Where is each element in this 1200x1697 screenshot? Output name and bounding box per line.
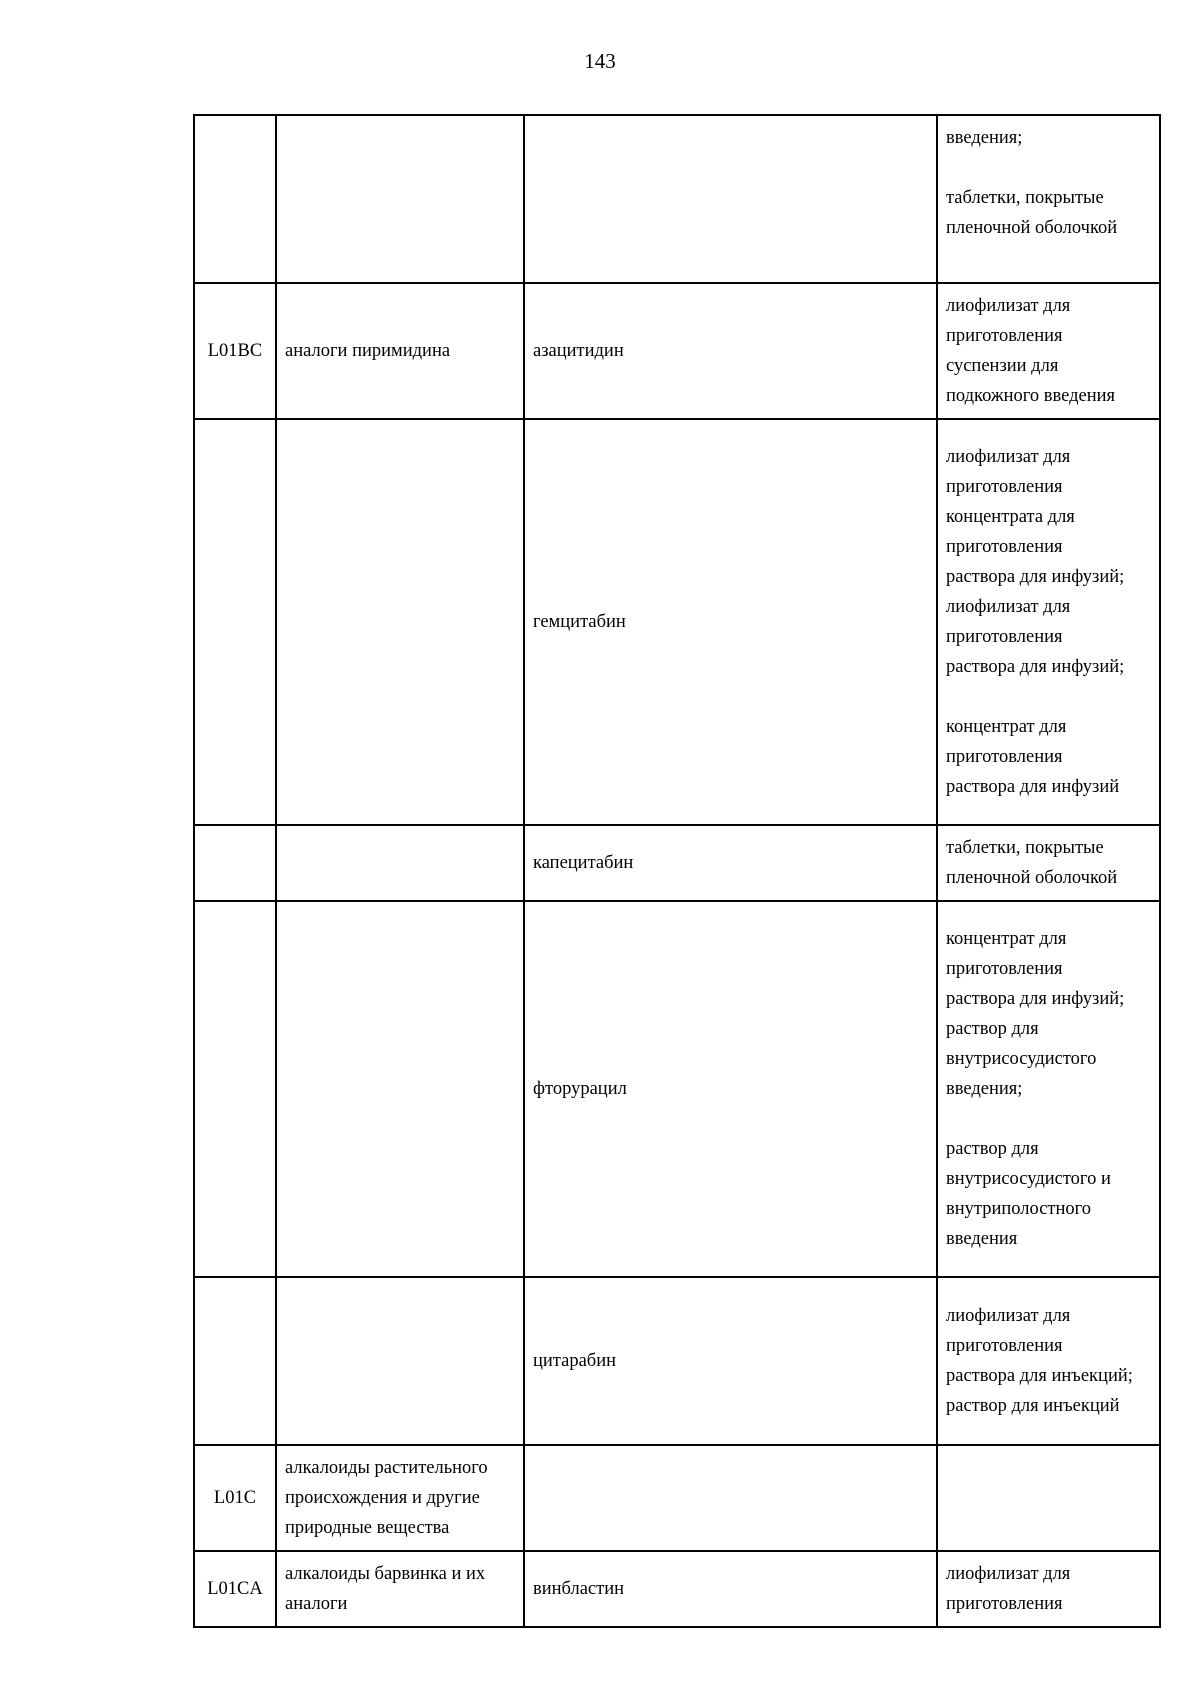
dosage-form-line: введения	[946, 1229, 1018, 1249]
dosage-form-line: лиофилизат для	[946, 1306, 1071, 1326]
dosage-form-line: приготовления	[946, 747, 1063, 767]
cell-group-name	[276, 1551, 524, 1627]
dosage-form-line: концентрат для	[946, 929, 1067, 949]
cell-drug-name: цитарабин	[524, 1277, 937, 1445]
group-name-line: аналоги пиримидина	[285, 341, 451, 361]
cell-atc-code	[194, 901, 276, 1277]
cell-atc-code: L01C	[194, 1445, 276, 1551]
table-row	[194, 115, 1160, 283]
dosage-form-line: приготовления	[946, 627, 1063, 647]
cell-drug-name: азацитидин	[524, 283, 937, 419]
dosage-form-paragraph	[946, 1134, 1151, 1254]
dosage-form-line: приготовления	[946, 1594, 1063, 1614]
dosage-form-line: таблетки, покрытые	[946, 838, 1104, 858]
table-row	[194, 901, 1160, 1277]
dosage-form-line: введения;	[946, 1079, 1023, 1099]
cell-drug-name: капецитабин	[524, 825, 937, 901]
dosage-form-line: лиофилизат для	[946, 1564, 1071, 1584]
cell-atc-code: L01CA	[194, 1551, 276, 1627]
dosage-form-line: приготовления	[946, 1336, 1063, 1356]
cell-group-name	[276, 283, 524, 419]
cell-atc-code	[194, 115, 276, 283]
dosage-form-line: внутрисосудистого и	[946, 1169, 1111, 1189]
table-row	[194, 1551, 1160, 1627]
dosage-form-line: внутрисосудистого	[946, 1049, 1097, 1069]
group-name-line: алкалоиды барвинка и их	[285, 1564, 486, 1584]
dosage-form-line: раствора для инъекций;	[946, 1366, 1133, 1386]
dosage-form-line: приготовления	[946, 959, 1063, 979]
cell-drug-name	[524, 115, 937, 283]
dosage-form-line: приготовления	[946, 477, 1063, 497]
dosage-form-line: концентрата для	[946, 507, 1075, 527]
cell-dosage-forms	[937, 1277, 1160, 1445]
cell-group-name	[276, 825, 524, 901]
cell-group-name	[276, 115, 524, 283]
table-row	[194, 825, 1160, 901]
dosage-form-line: раствора для инфузий;	[946, 567, 1125, 587]
cell-group-name	[276, 419, 524, 825]
dosage-form-line: раствор для инъекций	[946, 1396, 1120, 1416]
dosage-form-line: раствора для инфузий;	[946, 989, 1125, 1009]
cell-atc-code	[194, 1277, 276, 1445]
dosage-form-paragraph	[946, 123, 1151, 153]
dosage-form-line: таблетки, покрытые	[946, 188, 1104, 208]
dosage-form-line: суспензии для	[946, 356, 1059, 376]
table-row	[194, 1277, 1160, 1445]
dosage-form-line: внутриполостного	[946, 1199, 1092, 1219]
dosage-form-line: лиофилизат для	[946, 597, 1071, 617]
dosage-form-line: пленочной оболочкой	[946, 868, 1118, 888]
dosage-form-paragraph	[946, 291, 1151, 411]
dosage-form-line: приготовления	[946, 537, 1063, 557]
group-name-line: аналоги	[285, 1594, 348, 1614]
cell-atc-code	[194, 825, 276, 901]
dosage-form-paragraph	[946, 183, 1151, 243]
dosage-form-line: раствора для инфузий;	[946, 657, 1125, 677]
page-number: 143	[584, 49, 616, 73]
table-row	[194, 419, 1160, 825]
dosage-form-paragraph	[946, 833, 1151, 893]
cell-drug-name	[524, 1445, 937, 1551]
table-row	[194, 1445, 1160, 1551]
dosage-form-paragraph	[946, 924, 1151, 1104]
cell-atc-code	[194, 419, 276, 825]
group-name-line: природные вещества	[285, 1518, 450, 1538]
drug-table	[193, 114, 1161, 1628]
dosage-form-paragraph	[946, 712, 1151, 802]
cell-dosage-forms	[937, 419, 1160, 825]
dosage-form-paragraph	[946, 442, 1151, 682]
cell-atc-code: L01BC	[194, 283, 276, 419]
cell-dosage-forms	[937, 1445, 1160, 1551]
group-name-line: происхождения и другие	[285, 1488, 480, 1508]
dosage-form-line: раствор для	[946, 1019, 1039, 1039]
table-body	[194, 115, 1160, 1627]
dosage-form-line: приготовления	[946, 326, 1063, 346]
group-name-line: алкалоиды растительного	[285, 1458, 488, 1478]
dosage-form-paragraph	[946, 1301, 1151, 1421]
table-row	[194, 283, 1160, 419]
cell-group-name	[276, 1445, 524, 1551]
dosage-form-line: введения;	[946, 128, 1023, 148]
dosage-form-paragraph	[946, 1559, 1151, 1619]
cell-dosage-forms	[937, 115, 1160, 283]
dosage-form-line: лиофилизат для	[946, 447, 1071, 467]
cell-dosage-forms	[937, 901, 1160, 1277]
cell-group-name	[276, 901, 524, 1277]
cell-dosage-forms	[937, 283, 1160, 419]
dosage-form-line: концентрат для	[946, 717, 1067, 737]
dosage-form-line: подкожного введения	[946, 386, 1116, 406]
dosage-form-line: раствор для	[946, 1139, 1039, 1159]
cell-drug-name: фторурацил	[524, 901, 937, 1277]
cell-dosage-forms	[937, 1551, 1160, 1627]
cell-drug-name: винбластин	[524, 1551, 937, 1627]
dosage-form-line: раствора для инфузий	[946, 777, 1120, 797]
cell-drug-name: гемцитабин	[524, 419, 937, 825]
cell-group-name	[276, 1277, 524, 1445]
cell-dosage-forms	[937, 825, 1160, 901]
dosage-form-line: пленочной оболочкой	[946, 218, 1118, 238]
dosage-form-line: лиофилизат для	[946, 296, 1071, 316]
